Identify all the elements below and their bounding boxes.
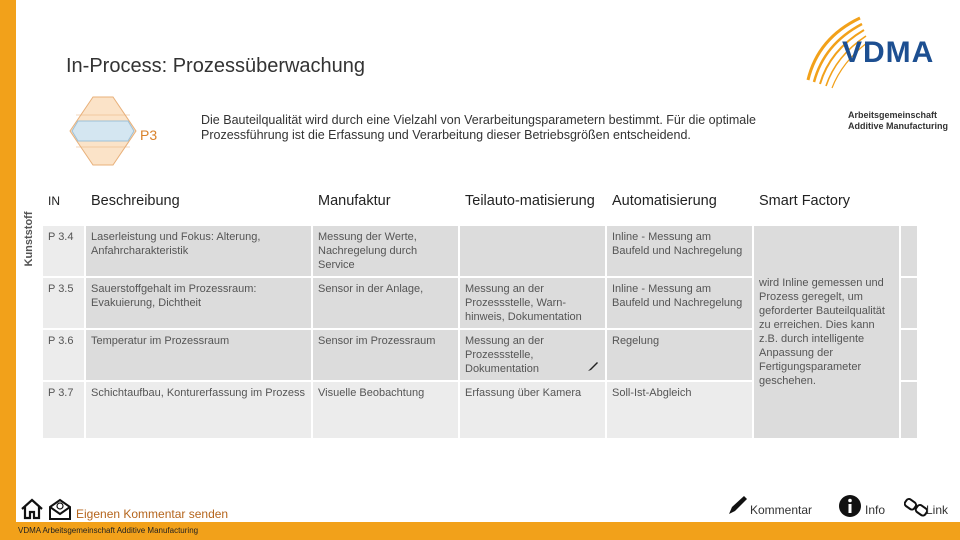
header-teilautomatisierung: Teilauto-matisierung — [460, 178, 605, 224]
bottom-bar — [0, 522, 960, 540]
smart-factory-cell — [754, 226, 899, 438]
header-smart-factory: Smart Factory — [754, 178, 899, 224]
bottom-bar-text: VDMA Arbeitsgemeinschaft Additive Manufacturing — [18, 526, 199, 535]
row-pad — [901, 330, 917, 380]
logo-subtitle — [848, 110, 948, 132]
header-automatisierung: Automatisierung — [607, 178, 752, 224]
side-label — [22, 195, 36, 295]
vdma-logo-text: VDMA — [842, 36, 935, 69]
row-desc: Laserleistung und Fokus: Alterung, Anfahrcharakteristik — [86, 226, 311, 276]
pen-icon[interactable] — [727, 494, 749, 521]
row-teilautomatisierung: Erfassung über Kamera — [460, 382, 605, 438]
header-id: IN — [43, 178, 84, 224]
row-automatisierung: Inline - Messung am Baufeld und Nachregelung — [607, 278, 752, 328]
row-manufaktur: Sensor im Prozessraum — [313, 330, 458, 380]
side-label-text: Kunststoff — [23, 211, 35, 267]
row-pad — [901, 226, 917, 276]
row-id: P 3.4 — [43, 226, 84, 276]
comment-send-link[interactable]: Eigenen Kommentar senden — [76, 507, 229, 521]
row-id: P 3.6 — [43, 330, 84, 380]
row-desc: Schichtaufbau, Konturerfassung im Prozess — [86, 382, 311, 438]
table-row — [43, 226, 917, 276]
row-id: P 3.7 — [43, 382, 84, 438]
info-label[interactable]: Info — [865, 503, 886, 517]
header-manufaktur: Manufaktur — [313, 178, 458, 224]
row-pad — [901, 278, 917, 328]
process-diagram-thumbnail[interactable] — [68, 95, 138, 167]
row-desc: Temperatur im Prozessraum — [86, 330, 311, 380]
row-manufaktur: Sensor in der Anlage, — [313, 278, 458, 328]
page-title: In-Process: Prozessüberwachung — [66, 55, 366, 77]
row-teilautomatisierung: Messung an der Prozessstelle, Warn-hinweis, Dokumentation — [460, 278, 605, 328]
header-beschreibung: Beschreibung — [86, 178, 311, 224]
vdma-logo — [800, 10, 950, 90]
row-id: P 3.5 — [43, 278, 84, 328]
intro-text: Die Bauteilqualität wird durch eine Vielzahl von Verarbeitungsparametern bestimmt. Für die optimale Prozessführung ist die Erfassung und Verarbeitung dieser Betriebsgrößen entscheidend. — [201, 113, 756, 142]
row-desc: Sauerstoffgehalt im Prozessraum: Evakuierung, Dichtheit — [86, 278, 311, 328]
smart-factory-text: wird Inline gemessen und Prozess geregelt, um geforderter Bauteilqualität zu erreichen. Dies kann z.B. durch intelligente Anpassung der Fertigungsparameter geschehen. — [759, 277, 885, 387]
row-teilautomatisierung — [460, 226, 605, 276]
info-icon[interactable] — [838, 494, 862, 523]
process-table — [41, 176, 919, 440]
row-teilautomatisierung-text: Messung an der Prozessstelle, Dokumentation — [465, 335, 544, 375]
kommentar-label[interactable]: Kommentar — [750, 503, 813, 517]
pencil-icon[interactable] — [587, 360, 599, 376]
p3-label: P3 — [140, 127, 158, 143]
row-manufaktur: Messung der Werte, Nachregelung durch Service — [313, 226, 458, 276]
row-automatisierung: Regelung — [607, 330, 752, 380]
row-teilautomatisierung — [460, 330, 605, 380]
logo-subtitle-line2: Additive Manufacturing — [848, 121, 949, 131]
header-pad — [901, 178, 917, 224]
left-accent-bar — [0, 0, 16, 540]
home-icon[interactable] — [20, 498, 44, 525]
row-pad — [901, 382, 917, 438]
logo-subtitle-line1: Arbeitsgemeinschaft — [848, 110, 938, 120]
link-label[interactable]: Link — [926, 503, 949, 517]
row-manufaktur: Visuelle Beobachtung — [313, 382, 458, 438]
row-automatisierung: Inline - Messung am Baufeld und Nachregelung — [607, 226, 752, 276]
row-automatisierung: Soll-Ist-Abgleich — [607, 382, 752, 438]
table-header-row — [43, 178, 917, 224]
